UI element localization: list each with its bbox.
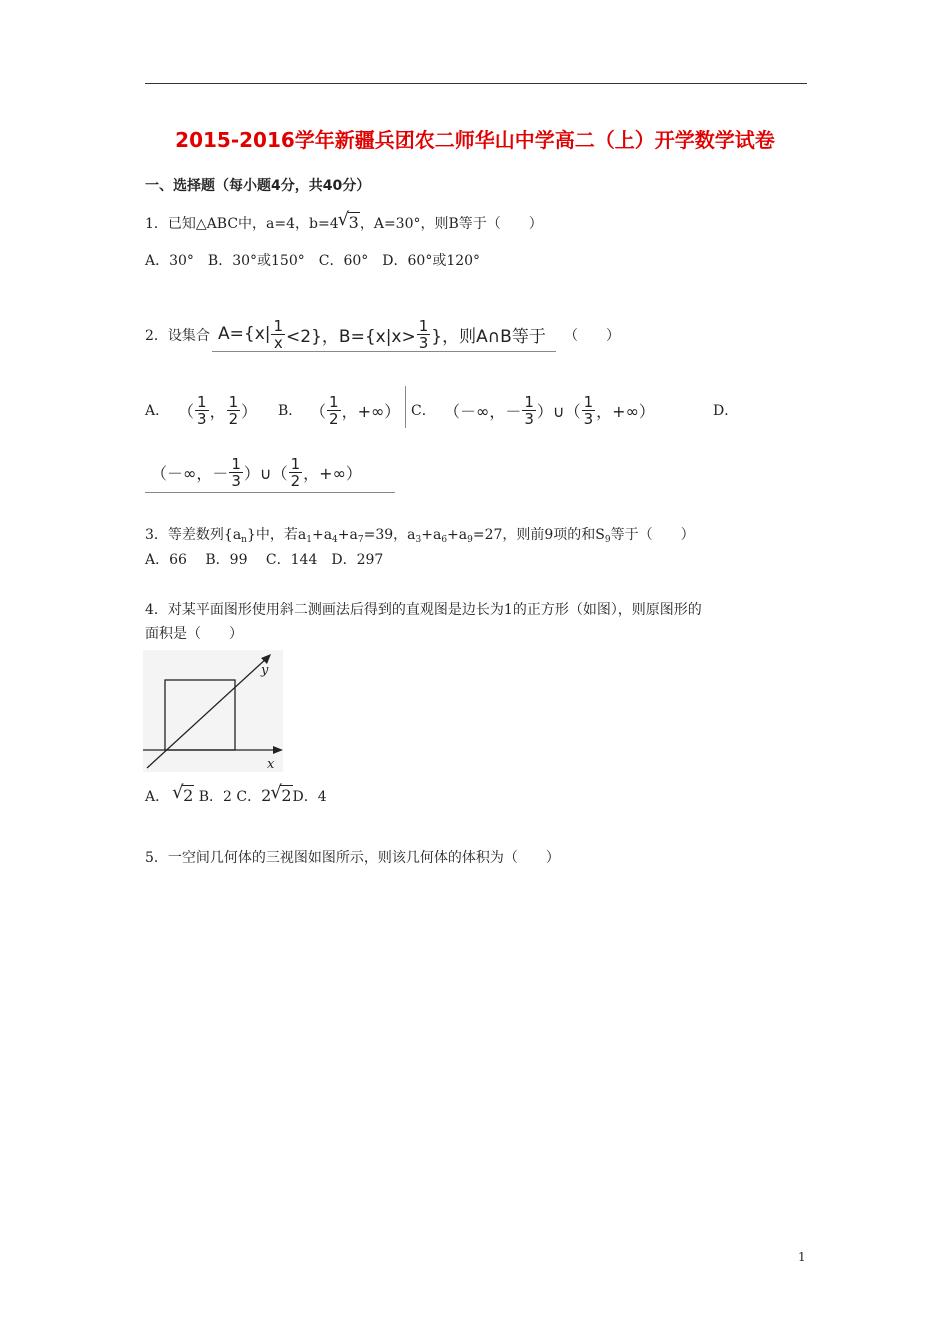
- question-1: [145, 213, 543, 234]
- q2-option-b: （ $\frac{1}{2}$ ，+∞）: [310, 392, 401, 428]
- q1-text: 1．已知△ABC中，a=4，b=4: [145, 216, 339, 232]
- y-axis-label: y: [261, 663, 269, 678]
- question-5: 5．一空间几何体的三视图如图所示，则该几何体的体积为（ ）: [145, 850, 560, 866]
- sqrt-symbol: √ 3: [339, 213, 360, 233]
- option-separator: [405, 386, 406, 428]
- question-3: 3．等差数列$\{a_n\}$中，若$a_1+a_4+a_7=39$，$a_3+a_6+a_9=27$，则前9项的和$S_9$等于（ ）: [145, 527, 695, 545]
- formula-underline: [212, 351, 556, 352]
- q3-options: A．66 B．99 C．144 D．297: [145, 552, 384, 568]
- q2-option-a-label: A．: [145, 403, 170, 419]
- q4-options: A．√ 2 B．2 C．2√ 2D．4: [145, 786, 327, 807]
- q1-options: A．30° B．30°或150° C．60° D．60°或120°: [145, 253, 481, 269]
- header-rule: [145, 83, 807, 84]
- q2-set-expression: A={x| $\frac{1}{x}$ <2}，B={x|x> $\frac{1}{3}$ }，则A∩B等于: [218, 316, 546, 352]
- q2-option-b-label: B．: [278, 403, 303, 419]
- q4-line-2: 面积是（ ）: [145, 626, 243, 642]
- q4-line-1: 4．对某平面图形使用斜二测画法后得到的直观图是边长为1的正方形（如图），则原图形的: [145, 602, 702, 618]
- q2-option-c-label: C．: [411, 403, 436, 419]
- option-d-underline: [145, 492, 395, 493]
- q2-paren: （ ）: [564, 328, 620, 344]
- section-heading: 一、选择题（每小题4分，共40分）: [145, 178, 371, 194]
- oblique-square-figure: [143, 650, 283, 772]
- x-axis-label: x: [267, 757, 275, 772]
- q2-prefix: 2．设集合: [145, 328, 210, 344]
- page-title: 2015-2016学年新疆兵团农二师华山中学高二（上）开学数学试卷: [175, 128, 775, 152]
- q2-option-d-label: D．: [713, 403, 739, 419]
- page-number: 1: [798, 1250, 806, 1264]
- q2-option-c: （－∞，－ $\frac{1}{3}$ ）∪（ $\frac{1}{3}$ ，+∞）: [444, 392, 655, 428]
- q1-text-post: ，A=30°，则B等于（ ）: [359, 216, 543, 232]
- q2-option-d: （－∞，－ $\frac{1}{3}$ ）∪（ $\frac{1}{2}$ ，+∞）: [151, 454, 362, 490]
- q2-option-a: （ $\frac{1}{3}$ ， $\frac{1}{2}$ ）: [178, 392, 258, 428]
